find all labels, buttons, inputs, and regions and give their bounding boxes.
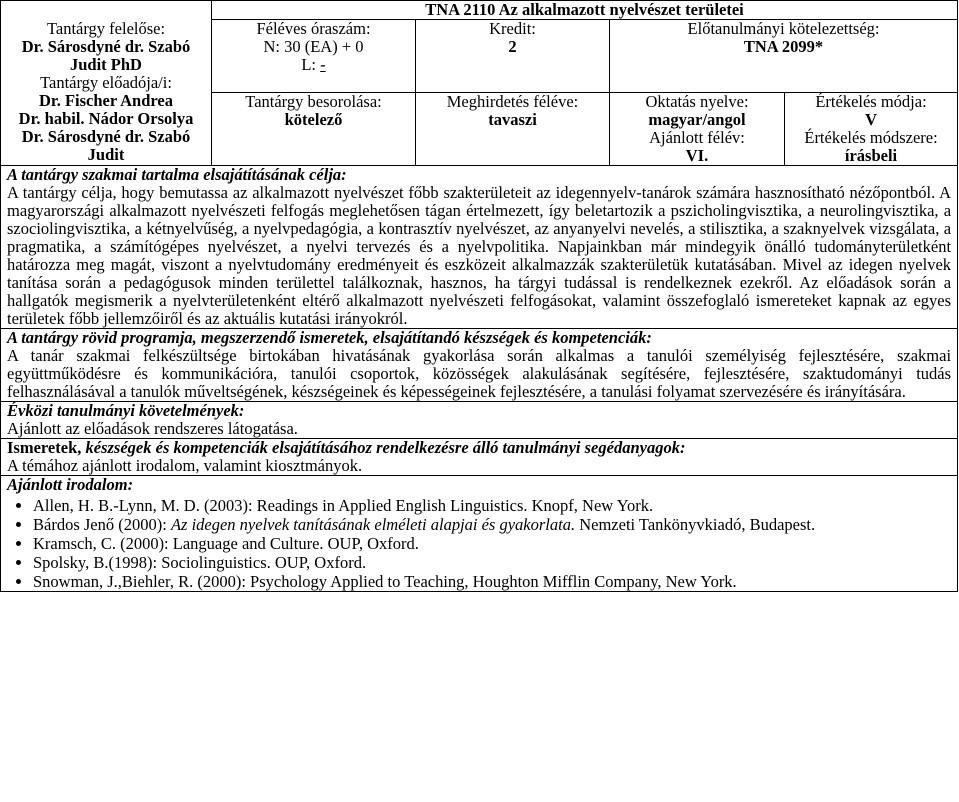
goal-heading: A tantárgy szakmai tartalma elsajátításának célja: (7, 165, 347, 184)
prerequisite-cell (610, 20, 958, 93)
materials-text: A témához ajánlott irodalom, valamint kiosztmányok. (7, 456, 363, 475)
literature-heading: Ajánlott irodalom: (7, 475, 134, 494)
materials-heading-a: Ismeretek, (7, 438, 86, 457)
assessment-method-value: írásbeli (844, 146, 898, 165)
literature-item: • Spolsky, B.(1998): Sociolinguistics. OUP, Oxford. (33, 553, 951, 572)
program-section (1, 329, 958, 402)
literature-item: • Kramsch, C. (2000): Language and Culture. OUP, Oxford. (33, 534, 951, 553)
classification-label: Tantárgy besorolása: (245, 92, 382, 111)
prerequisite-value: TNA 2099* (743, 37, 824, 56)
prerequisite-label: Előtanulmányi kötelezettség: (687, 19, 880, 38)
classification-value: kötelező (284, 110, 343, 129)
requirements-text: Ajánlott az előadások rendszeres látogatása. (7, 419, 298, 438)
lecturer-name: Dr. Sárosdyné dr. Szabó Judit (21, 127, 191, 164)
classification-cell (212, 93, 416, 166)
materials-section (1, 439, 958, 476)
hours-lecture: N: 30 (EA) + 0 (263, 37, 364, 56)
assessment-cell (785, 93, 958, 166)
language-label: Oktatás nyelve: (645, 92, 749, 111)
materials-heading (7, 439, 951, 457)
literature-item: • Bárdos Jenő (2000): Az idegen nyelvek tanításának elméleti alapjai és gyakorlata. Nemzeti Tankönyvkiadó, Budapest. (33, 515, 951, 534)
program-text: A tanár szakmai felkészültsége birtokában hivatásának gyakorlása során alkalmas a tanulói személyiség fejlesztésére, szakmai együttműködésre és kommunikációra, tanulói csoportok, közösségek alakulásának segítésére, fejlesztésére, szaktudományi tudás felhasználásával a tanulók műveltségének, készségeinek és képességeinek fejlesztésére, a tanulási folyamat szervezésére és irányítására. (7, 346, 952, 401)
literature-item: • Allen, H. B.-Lynn, M. D. (2003): Readings in Applied English Linguistics. Knopf, New York. (33, 496, 951, 515)
assessment-value: V (865, 110, 877, 129)
semester-type-label: Meghirdetés féléve: (446, 92, 579, 111)
language-value: magyar/angol (648, 110, 746, 129)
goal-section (1, 166, 958, 329)
hours-lab-label: L: (301, 55, 321, 74)
semester-type-cell (416, 93, 610, 166)
assessment-method-label: Értékelés módszere: (804, 128, 938, 147)
semester-type-value: tavaszi (488, 110, 537, 129)
hours-label: Féléves óraszám: (256, 19, 371, 38)
lecturers-cell (1, 1, 212, 166)
recommended-semester-label: Ajánlott félév: (649, 128, 745, 147)
assessment-label: Értékelés módja: (815, 92, 927, 111)
responsible-label: Tantárgy felelőse: (46, 19, 166, 38)
language-cell (610, 93, 785, 166)
credit-label: Kredit: (489, 19, 536, 38)
requirements-section (1, 402, 958, 439)
lecturer-label: Tantárgy előadója/i: (40, 73, 172, 92)
requirements-heading: Évközi tanulmányi követelmények: (7, 401, 245, 420)
goal-text: A tantárgy célja, hogy bemutassa az alkalmazott nyelvészet főbb szakterületeit az idegennyelv-tanárok számára hasznosítható nézőpontból. A magyarországi alkalmazott nyelvészeti felfogás meglehetősen tágan értelmezett, így beletartozik a pszicholingvisztika, a neurolingvisztika, a szociolingvisztika, a kétnyelvűség, a nyelvpedagógia, a kontrasztív nyelvészet, az anyanyelvi nevelés, a stilisztika, a szaknyelvek vizsgálata, a pragmatika, a számítógépes nyelvészet, a nyelvi tervezés és a nyelvpolitika. Napjainkban már mindegyik önálló tudományterületként határozza meg magát, viszont a nyelvtudomány eredményeit és eszközeit alkalmazzák szakterületük kutatásában. Mivel az idegen nyelvek tanítása során a pedagógusok minden területtel találkoznak, hasznos, ha tárgyi tudással is rendelkeznek ezekről. Az előadások során a hallgatók megismerik a nyelvterületenként eltérő alkalmazott nyelvészeti felfogásokat, valamint összefoglaló ismereteket kapnak az egyes területek főbb jellemzőiről és az aktuális kutatási irányokról. (7, 183, 952, 328)
materials-heading-b: készségek és kompetenciák elsajátításához rendelkezésre álló tanulmányi segédanyagok: (85, 438, 686, 457)
hours-cell (212, 20, 416, 93)
literature-section (1, 476, 958, 592)
literature-list (7, 496, 951, 591)
course-title: TNA 2110 Az alkalmazott nyelvészet területei (212, 1, 958, 20)
program-heading: A tantárgy rövid programja, megszerzendő ismeretek, elsajátítandó készségek és kompetenciák: (7, 328, 652, 347)
lecturer-name: Dr. habil. Nádor Orsolya (18, 109, 194, 128)
literature-item: • Snowman, J.,Biehler, R. (2000): Psychology Applied to Teaching, Houghton Mifflin Company, New York. (33, 572, 951, 591)
credit-cell (416, 20, 610, 93)
recommended-semester-value: VI. (685, 146, 709, 165)
credit-value: 2 (508, 37, 517, 56)
responsible-name: Dr. Sárosdyné dr. Szabó Judit PhD (21, 37, 191, 74)
lecturer-name: Dr. Fischer Andrea (39, 91, 173, 110)
hours-lab-value: - (320, 55, 326, 74)
